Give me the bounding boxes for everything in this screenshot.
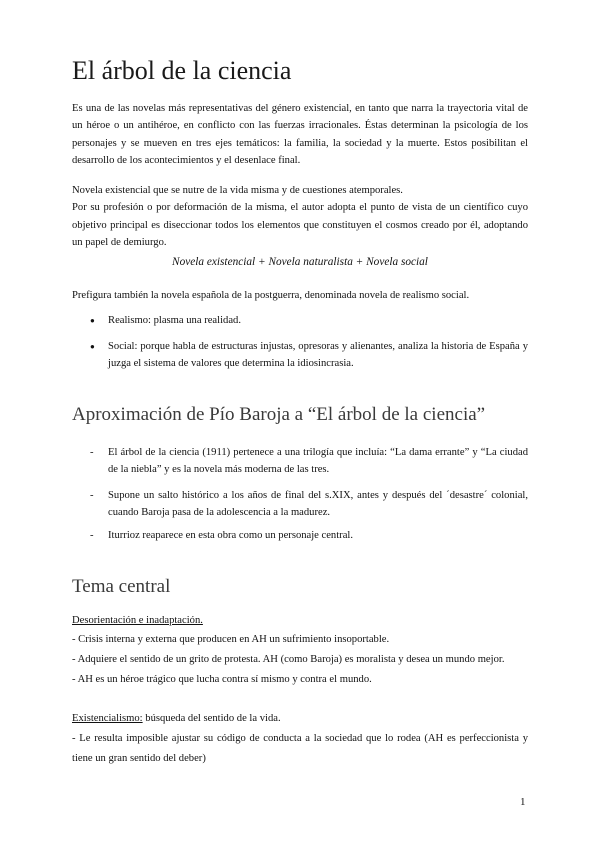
subheading-existencialismo-rest: búsqueda del sentido de la vida. (142, 713, 281, 724)
tema-line-protesta: - Adquiere el sentido de un grito de protesta. AH (como Baroja) es moralista y desea un mundo mejor. (72, 654, 505, 665)
dash-item-iturrioz: Iturrioz reaparece en esta obra como un personaje central. (108, 530, 353, 541)
dash-marker: - (90, 530, 94, 541)
dash-marker: - (90, 490, 94, 501)
subheading-existencialismo (72, 710, 528, 727)
bullet-marker: ● (90, 342, 95, 351)
existential-paragraph (72, 182, 528, 251)
bullet-item-realismo: Realismo: plasma una realidad. (108, 315, 241, 326)
dash-item-salto-historico: Supone un salto histórico a los años de final del s.XIX, antes y después del ´desastre´ colonial, cuando Baroja pasa de la adolescencia a la madurez. (108, 490, 528, 519)
tema-line-codigo-conducta: - Le resulta imposible ajustar su código de conducta a la sociedad que lo rodea (AH es perfeccionista y tiene un gran sentido del deber) (72, 733, 528, 764)
document-title: El árbol de la ciencia (72, 56, 292, 85)
dash-item-trilogia: El árbol de la ciencia (1911) pertenece a una trilogía que incluía: “La dama errante” y “La ciudad de la niebla” y es la novela más moderna de las tres. (108, 447, 528, 476)
bullet-item-social: Social: porque habla de estructuras injustas, opresoras y alienantes, analiza la historia de España y juzga el sistema de valores que determina la idiosincrasia. (108, 341, 528, 370)
bullet-marker: ● (90, 316, 95, 325)
prefigura-paragraph: Prefigura también la novela española de la postguerra, denominada novela de realismo social. (72, 290, 470, 301)
dash-marker: - (90, 447, 94, 458)
tema-line-heroe-tragico: - AH es un héroe trágico que lucha contra sí mismo y contra el mundo. (72, 674, 372, 685)
subheading-desorientacion-title: Desorientación e inadaptación. (72, 615, 203, 626)
section-heading-aproximacion: Aproximación de Pío Baroja a “El árbol de la ciencia” (72, 404, 486, 425)
section-heading-tema-central: Tema central (72, 576, 171, 597)
tema-line-crisis: - Crisis interna y externa que producen en AH un sufrimiento insoportable. (72, 634, 390, 645)
subheading-desorientacion (72, 612, 528, 629)
existential-line-1: Novela existencial que se nutre de la vida misma y de cuestiones atemporales. (72, 185, 403, 196)
intro-paragraph: Es una de las novelas más representativas del género existencial, en tanto que narra la trayectoria vital de un héroe o un antihéroe, en conflicto con las fuerzas irracionales. Éstas determinan la psicología de los personajes y se mueven en tres ejes temáticos: la familia, la sociedad y la muerte. Estos posibilitan el desarrollo de los acontecimientos y el desenlace final. (72, 103, 528, 166)
genre-formula: Novela existencial + Novela naturalista + Novela social (172, 256, 428, 268)
existential-line-rest: Por su profesión o por deformación de la misma, el autor adopta el punto de vista de un científico cuyo objetivo principal es diseccionar todos los elementos que constituyen el cosmos creado por él, adoptando un papel de demiurgo. (72, 202, 528, 248)
page-number: 1 (520, 796, 526, 808)
subheading-existencialismo-title: Existencialismo: (72, 713, 143, 724)
